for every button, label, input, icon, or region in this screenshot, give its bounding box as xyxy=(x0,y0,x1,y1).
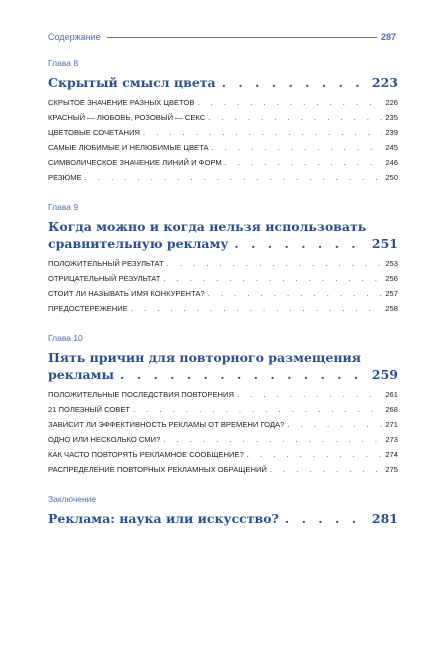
entry-page-number: 261 xyxy=(385,390,398,399)
dot-leader xyxy=(225,155,383,170)
dot-leader xyxy=(133,402,382,417)
toc-entry[interactable] xyxy=(48,170,398,185)
entry-page-number: 239 xyxy=(385,128,398,137)
entry-page-number: 274 xyxy=(385,450,398,459)
dot-leader xyxy=(222,74,366,91)
entry-title: ОДНО ИЛИ НЕСКОЛЬКО СМИ? xyxy=(48,435,161,444)
entry-title: КАК ЧАСТО ПОВТОРЯТЬ РЕКЛАМНОЕ СООБЩЕНИЕ? xyxy=(48,450,244,459)
chapter-label: Глава 8 xyxy=(48,58,79,68)
dot-leader xyxy=(247,447,383,462)
chapter-title-line: сравнительную рекламу xyxy=(48,236,229,251)
toc-entry[interactable] xyxy=(48,256,398,271)
toc-entry[interactable] xyxy=(48,301,398,316)
dot-leader xyxy=(85,170,383,185)
entry-title: КРАСНЫЙ — ЛЮБОВЬ, РОЗОВЫЙ — СЕКС xyxy=(48,113,206,122)
entry-title: ЗАВИСИТ ЛИ ЭФФЕКТИВНОСТЬ РЕКЛАМЫ ОТ ВРЕМЕНИ ГОДА? xyxy=(48,420,285,429)
entry-page-number: 235 xyxy=(385,113,398,122)
page-number: 287 xyxy=(380,32,396,42)
toc-entry[interactable] xyxy=(48,286,398,301)
entry-title: САМЫЕ ЛЮБИМЫЕ И НЕЛЮБИМЫЕ ЦВЕТА xyxy=(48,143,209,152)
entry-title: ПРЕДОСТЕРЕЖЕНИЕ xyxy=(48,304,128,313)
toc-entry[interactable] xyxy=(48,140,398,155)
dot-leader xyxy=(234,235,366,252)
toc-chapter xyxy=(48,202,398,316)
entry-page-number: 273 xyxy=(385,435,398,444)
toc-entry[interactable] xyxy=(48,417,398,432)
entry-title: ОТРИЦАТЕЛЬНЫЙ РЕЗУЛЬТАТ xyxy=(48,274,161,283)
dot-leader xyxy=(163,432,382,447)
entry-page-number: 245 xyxy=(385,143,398,152)
entry-title: СКРЫТОЕ ЗНАЧЕНИЕ РАЗНЫХ ЦВЕТОВ xyxy=(48,98,195,107)
dot-leader xyxy=(197,95,382,110)
toc-entry[interactable] xyxy=(48,462,398,477)
entry-page-number: 256 xyxy=(385,274,398,283)
chapter-title[interactable] xyxy=(48,74,398,91)
entry-title: СТОИТ ЛИ НАЗЫВАТЬ ИМЯ КОНКУРЕНТА? xyxy=(48,289,205,298)
toc-entry[interactable] xyxy=(48,387,398,402)
entry-title: 21 ПОЛЕЗНЫЙ СОВЕТ xyxy=(48,405,131,414)
toc-entry[interactable] xyxy=(48,95,398,110)
dot-leader xyxy=(167,256,383,271)
toc-entry[interactable] xyxy=(48,155,398,170)
dot-leader xyxy=(208,286,383,301)
dot-leader xyxy=(208,110,382,125)
dot-leader xyxy=(270,462,382,477)
entry-title: РЕЗЮМЕ xyxy=(48,173,82,182)
toc-entry[interactable] xyxy=(48,402,398,417)
chapter-title[interactable] xyxy=(48,218,398,252)
entry-title: РАСПРЕДЕЛЕНИЕ ПОВТОРНЫХ РЕКЛАМНЫХ ОБРАЩЕНИЙ xyxy=(48,465,267,474)
toc-entry[interactable] xyxy=(48,432,398,447)
entry-title: ПОЛОЖИТЕЛЬНЫЕ ПОСЛЕДСТВИЯ ПОВТОРЕНИЯ xyxy=(48,390,234,399)
dot-leader xyxy=(237,387,382,402)
entry-page-number: 257 xyxy=(385,289,398,298)
toc-entry[interactable] xyxy=(48,271,398,286)
toc-chapter xyxy=(48,333,398,477)
entry-page-number: 246 xyxy=(385,158,398,167)
toc-entry[interactable] xyxy=(48,110,398,125)
toc-chapter xyxy=(48,494,398,527)
entry-title: ПОЛОЖИТЕЛЬНЫЙ РЕЗУЛЬТАТ xyxy=(48,259,164,268)
dot-leader xyxy=(287,417,382,432)
running-header-title: Содержание xyxy=(48,32,101,42)
chapter-label: Заключение xyxy=(48,494,97,504)
chapter-label: Глава 10 xyxy=(48,333,83,343)
toc-entry[interactable] xyxy=(48,447,398,462)
entry-title: СИМВОЛИЧЕСКОЕ ЗНАЧЕНИЕ ЛИНИЙ И ФОРМ xyxy=(48,158,222,167)
entry-page-number: 250 xyxy=(385,173,398,182)
chapter-title-line: Пять причин для повторного размещения xyxy=(48,350,362,365)
chapter-title[interactable] xyxy=(48,510,398,527)
chapter-page-number: 251 xyxy=(371,236,398,251)
entry-page-number: 226 xyxy=(385,98,398,107)
entry-page-number: 271 xyxy=(385,420,398,429)
entry-page-number: 268 xyxy=(385,405,398,414)
chapter-title-line: рекламы xyxy=(48,367,115,382)
chapter-title-line: Реклама: наука или искусство? xyxy=(48,511,279,526)
chapter-label: Глава 9 xyxy=(48,202,79,212)
dot-leader xyxy=(120,366,366,383)
header-rule xyxy=(107,37,377,38)
chapter-title-line: Когда можно и когда нельзя использовать xyxy=(48,219,367,234)
chapter-page-number: 281 xyxy=(371,511,398,526)
dot-leader xyxy=(143,125,382,140)
chapter-title[interactable] xyxy=(48,349,398,383)
chapter-page-number: 259 xyxy=(371,367,398,382)
chapter-title-line: Скрытый смысл цвета xyxy=(48,75,216,90)
dot-leader xyxy=(212,140,383,155)
entry-page-number: 253 xyxy=(385,259,398,268)
chapter-page-number: 223 xyxy=(371,75,398,90)
dot-leader xyxy=(131,301,383,316)
table-of-contents xyxy=(48,58,398,544)
dot-leader xyxy=(285,510,366,527)
entry-page-number: 258 xyxy=(385,304,398,313)
dot-leader xyxy=(163,271,382,286)
entry-page-number: 275 xyxy=(385,465,398,474)
running-header xyxy=(48,32,396,42)
entry-title: ЦВЕТОВЫЕ СОЧЕТАНИЯ xyxy=(48,128,140,137)
toc-entry[interactable] xyxy=(48,125,398,140)
toc-chapter xyxy=(48,58,398,185)
